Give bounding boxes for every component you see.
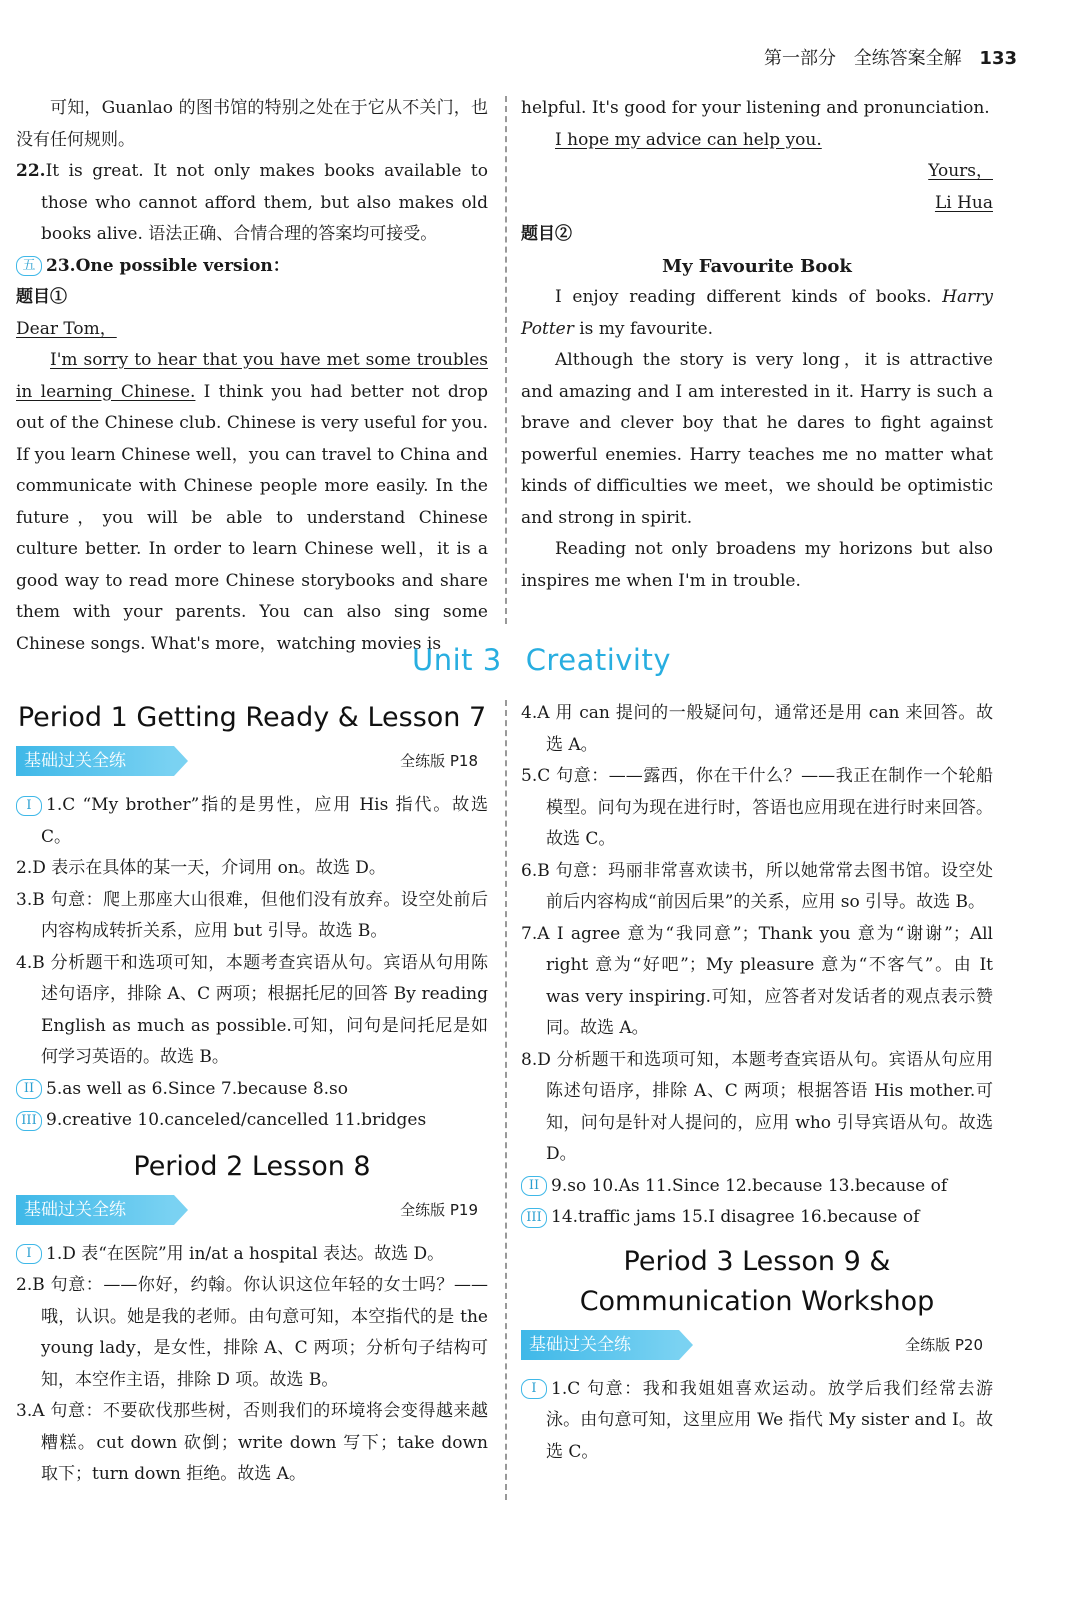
p2-answer-1-text: 1.D 表“在医院”用 in/at a hospital 表达。故选 D。 [46,1243,445,1264]
p2-answer-3: 3.A 句意：不要砍伐那些树，否则我们的环境将会变得越来越糟糕。cut down 砍倒；write down 写下；take down 取下；turn down 拒绝。故选 A。 [16,1401,488,1484]
topic-1-label: 题目① [16,287,67,307]
essay-p1-c: is my favourite. [573,318,714,339]
p1-answer-3: 3.B 句意：爬上那座大山很难，但他们没有放弃。设空处前后内容构成转折关系，应用 but 引导。故选 B。 [16,889,488,941]
header-section: 第一部分 [763,48,836,69]
page-reference: 全练版 P18 [400,752,478,770]
part-1-marker: I [16,796,42,816]
part-2-marker: II [521,1176,547,1196]
page-header [752,48,1017,70]
exercise-banner: 基础过关全练 [521,1330,679,1360]
essay-paragraph-3: Reading not only broadens my horizons but also inspires me when I'm in trouble. [521,539,993,591]
p2-answers-9-13-text: 9.so 10.As 11.Since 12.because 13.because of [551,1175,948,1196]
p1-answers-9-11-text: 9.creative 10.canceled/cancelled 11.bridges [46,1110,427,1130]
period-1-banner-row [16,744,488,782]
letter-closing-text: Yours， [928,161,993,181]
answer-22 [16,156,488,251]
answer-23-number: 23. [46,255,76,276]
essay-paragraph-2: Although the story is very long，it is attractive and amazing and I am interested in it. Harry is such a brave and clever boy that he dares to fight against powerful enemies. Harry teaches me no matter what kinds of difficulties we meet，we should be optimistic and strong in spirit. [521,350,993,528]
topic-2-label: 题目② [521,224,572,244]
p1-answer-1-text: 1.C “My brother”指的是男性，应用 His 指代。故选 C。 [41,795,488,847]
column-divider-top [505,96,507,624]
answer-22-number: 22. [16,161,46,181]
letter-opening-sentence: I'm sorry to hear that you have met some troubles in learning Chinese. [16,350,488,402]
top-left-column [16,93,488,660]
p1-answer-2: 2.D 表示在具体的某一天，介词用 on。故选 D。 [16,858,386,878]
p1-answer-8: 8.D 分析题干和选项可知，本题考查宾语从句。宾语从句应用陈述句语序，排除 A、C 两项；根据答语 His mother.可知，问句是针对人提问的，应用 who 引导宾语从句。故选 D。 [521,1049,993,1164]
unit-theme: Creativity [525,643,672,677]
p1-answers-5-8 [16,1074,488,1106]
p1-answers-9-11 [16,1105,488,1137]
page-reference: 全练版 P20 [905,1335,983,1354]
period-3-title-line-1: Period 3 Lesson 9 & [623,1245,891,1277]
exercise-banner: 基础过关全练 [16,1195,174,1225]
exercise-banner: 基础过关全练 [16,746,174,776]
period-1-title: Period 1 Getting Ready & Lesson 7 [17,702,487,733]
page-reference: 全练版 P19 [400,1200,478,1219]
letter-body-text: I think you had better not drop out of the Chinese club. Chinese is very useful for you. If you learn Chinese well，you can travel to China and communicate with Chinese people more easily. In the future，you will be able to understand Chinese culture better. In order to learn Chinese well，it is a good way to read more Chinese storybooks and share them with your parents. You can also sing some Chinese songs. What's more，watching movies is [16,381,488,654]
answer-22-text: It is great. It not only makes books available to those who cannot afford them, but also makes old books alive. 语法正确、合情合理的答案均可接受。 [41,161,488,244]
letter-hope-text: I hope my advice can help you. [555,129,822,150]
p3-answer-1-text: 1.C 句意：我和我姐姐喜欢运动。放学后我们经常去游泳。由句意可知，这里应用 We 指代 My sister and I。故选 C。 [546,1378,993,1462]
period-2-banner-row [16,1193,488,1231]
p1-answer-6: 6.B 句意：玛丽非常喜欢读书，所以她常常去图书馆。设空处前后内容构成“前因后果”的关系，应用 so 引导。故选 B。 [521,860,993,912]
essay-title: My Favourite Book [662,255,852,277]
p1-answer-5: 5.C 句意：——露西，你在干什么？——我正在制作一个轮船模型。问句为现在进行时，答语也应用现在进行时来回答。故选 C。 [521,766,993,849]
part-2-marker: II [16,1079,42,1099]
page-number: 133 [979,48,1017,69]
letter-greeting-text: Dear Tom， [16,318,117,339]
p2-answer-1 [16,1239,488,1271]
unit-name: Unit 3 [411,643,502,677]
part-3-marker: III [16,1111,42,1131]
p3-answer-1 [521,1374,993,1469]
letter-hope [521,125,993,157]
answer-21-cont: 可知，Guanlao 的图书馆的特别之处在于它从不关门，也没有任何规则。 [16,98,488,150]
bottom-left-column [16,698,488,1491]
p1-answer-4-right: 4.A 用 can 提问的一般疑问句，通常还是用 can 来回答。故选 A。 [521,703,993,755]
section-5-marker: 五 [16,256,42,276]
part-1-marker: I [521,1379,547,1399]
p1-answer-1 [16,790,488,853]
column-divider-bottom [505,700,507,1500]
answer-23-label: One possible version： [75,255,290,276]
p2-answer-2: 2.B 句意：——你好，约翰。你认识这位年轻的女士吗？——哦，认识。她是我的老师。由句意可知，本空指代的是 the young lady，是女性，排除 A、C 两项；分析句子结构可知，本空作主语，排除 D 项。故选 B。 [16,1275,488,1390]
top-right-column [521,93,993,597]
p1-answer-7: 7.A I agree 意为“我同意”；Thank you 意为“谢谢”；All right 意为“好吧”；My pleasure 意为“不客气”。由 It was very inspiring.可知，应答者对发话者的观点表示赞同。故选 A。 [521,923,993,1038]
p2-answers-9-13 [521,1171,993,1203]
part-3-marker: III [521,1208,547,1228]
bottom-right-column [521,698,993,1468]
header-title: 全练答案全解 [853,48,962,69]
letter-closing [521,156,993,188]
period-2-title: Period 2 Lesson 8 [133,1150,371,1182]
letter-signature [521,188,993,220]
letter-body-cont: helpful. It's good for your listening and pronunciation. [521,98,990,118]
essay-book-title: Harry Potter [521,287,993,339]
part-1-marker: I [16,1244,42,1264]
period-3-banner-row [521,1328,993,1366]
letter-signature-text: Li Hua [934,192,993,213]
essay-paragraph-1 [521,282,993,345]
period-3-title-line-2: Communication Workshop [579,1285,935,1317]
p2-answers-14-16-text: 14.traffic jams 15.I disagree 16.because of [551,1207,920,1227]
letter-greeting [16,314,488,346]
letter-body [16,345,488,660]
p1-answer-4: 4.B 分析题干和选项可知，本题考查宾语从句。宾语从句用陈述句语序，排除 A、C 两项；根据托尼的回答 By reading English as much as possible.可知，问句是问托尼是如何学习英语的。故选 B。 [16,952,488,1067]
p1-answers-5-8-text: 5.as well as 6.Since 7.because 8.so [46,1078,349,1099]
answer-23-heading [16,251,488,283]
essay-p1-a: I enjoy reading different kinds of books. [555,287,943,307]
unit-title [0,640,1083,680]
p2-answers-14-16 [521,1202,993,1234]
